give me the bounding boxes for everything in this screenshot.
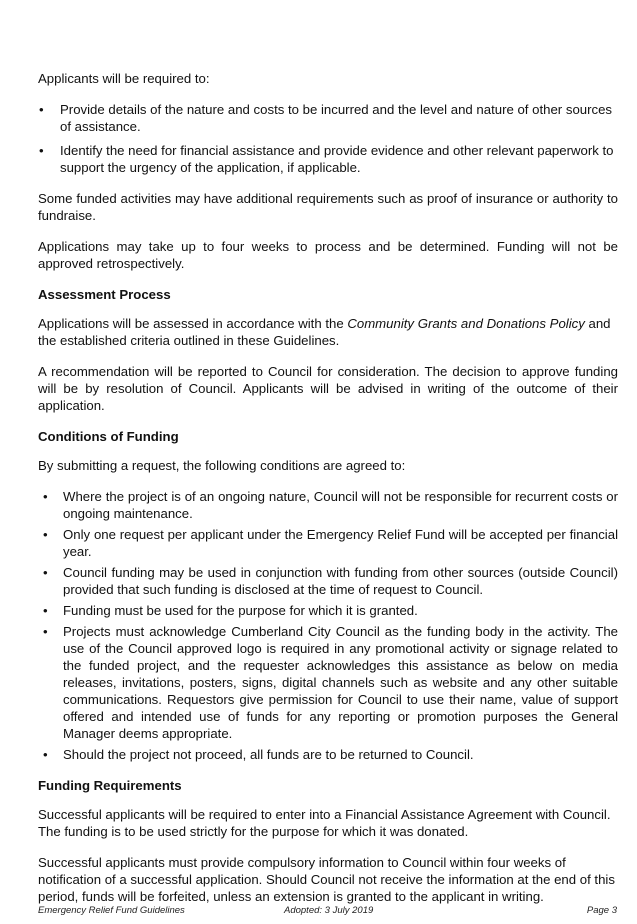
- list-item: • Council funding may be used in conjunction with funding from other sources (outside Council) provided that such funding is disclosed at the time of request to Council.: [38, 564, 618, 598]
- list-item: • Provide details of the nature and costs to be incurred and the level and nature of other sources of assistance.: [38, 101, 618, 135]
- list-item: • Only one request per applicant under the Emergency Relief Fund will be accepted per financial year.: [38, 526, 618, 560]
- assessment-paragraph-2: A recommendation will be reported to Council for consideration. The decision to approve funding will be by resolution of Council. Applicants will be advised in writing of the outcome of their application.: [38, 364, 618, 413]
- conditions-list: [38, 488, 618, 763]
- additional-requirements-paragraph: Some funded activities may have additional requirements such as proof of insurance or authority to fundraise.: [38, 191, 618, 223]
- footer-adopted-date: Adopted: 3 July 2019: [284, 905, 374, 916]
- footer-page-number: Page 3: [586, 905, 617, 916]
- conditions-heading: Conditions of Funding: [38, 429, 179, 444]
- list-item: • Should the project not proceed, all funds are to be returned to Council.: [38, 746, 618, 763]
- requirements-list: [38, 101, 618, 176]
- list-item: • Where the project is of an ongoing nature, Council will not be responsible for recurrent costs or ongoing maintenance.: [38, 488, 618, 522]
- funding-heading: Funding Requirements: [38, 778, 182, 793]
- document-body: [38, 70, 618, 919]
- policy-name: Community Grants and Donations Policy: [347, 316, 585, 331]
- intro-text: Applicants will be required to:: [38, 71, 210, 86]
- assessment-paragraph-1: [38, 315, 618, 349]
- funding-paragraph-2: Successful applicants must provide compulsory information to Council within four weeks of notification of a successful application. Should Council not receive the information at the end of this period, funds will be forfeited, unless an extension is granted to the applicant in writing.: [38, 855, 615, 904]
- funding-paragraph-1: Successful applicants will be required to enter into a Financial Assistance Agreement with Council. The funding is to be used strictly for the purpose for which it was donated.: [38, 807, 611, 839]
- list-item: • Funding must be used for the purpose for which it is granted.: [38, 602, 618, 619]
- assessment-heading: Assessment Process: [38, 287, 171, 302]
- assessment-p1-end: and the established criteria outlined in these Guidelines.: [38, 316, 611, 348]
- conditions-intro: By submitting a request, the following conditions are agreed to:: [38, 458, 406, 473]
- list-item: • Identify the need for financial assistance and provide evidence and other relevant paperwork to support the urgency of the application, if applicable.: [38, 142, 618, 176]
- list-item: • Projects must acknowledge Cumberland City Council as the funding body in the activity. The use of the Council approved logo is required in any promotional activity or signage related to the funded project, and the requester acknowledges this assistance as below on media releases, invitations, posters, signs, digital channels such as website and any other suitable communications. Requestors give permission for Council to use their name, value of support offered and intended use of funds for any reporting or promotion purposes the General Manager deems appropriate.: [38, 623, 618, 742]
- processing-time-paragraph: Applications may take up to four weeks to process and be determined. Funding will not be approved retrospectively.: [38, 239, 618, 271]
- assessment-p1-start: Applications will be assessed in accordance with the: [38, 316, 348, 331]
- footer-document-title: Emergency Relief Fund Guidelines: [38, 905, 185, 916]
